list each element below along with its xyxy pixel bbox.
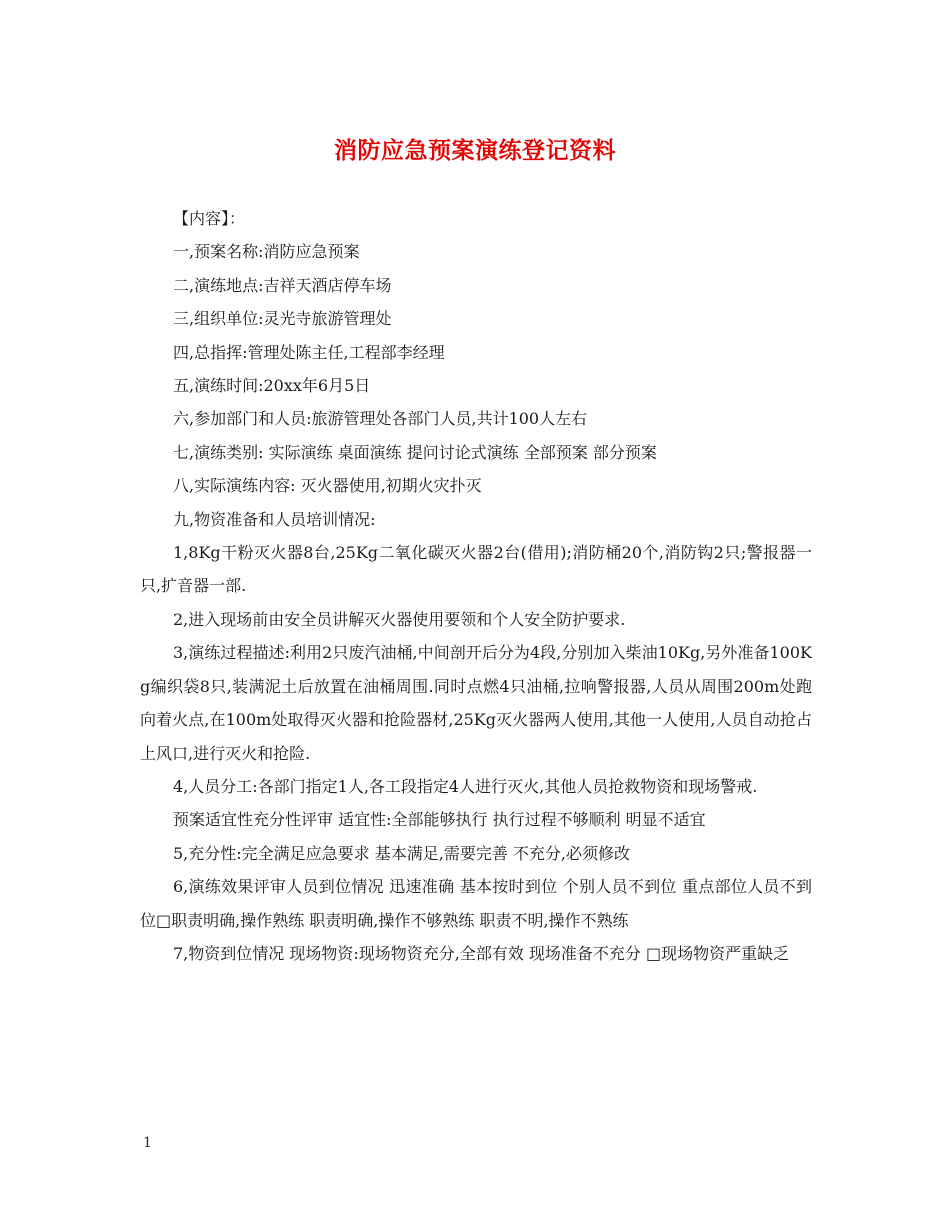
item-participants: 六,参加部门和人员:旅游管理处各部门人员,共计100人左右: [173, 409, 588, 429]
sub-item-3-process: 3,演练过程描述:利用2只废汽油桶,中间剖开后分为4段,分别加入柴油10Kg,另外准备100Kg编织袋8只,装满泥土后放置在油桶周围.同时点燃4只油桶,拉响警报器,人员从周围200m处跑向着火点,在100m处取得灭火器和抢险器材,25Kg灭火器两人使用,其他一人使用,人员自动抢占上风口,进行灭火和抢险.: [140, 643, 812, 763]
content-heading: 【内容】：: [173, 209, 246, 228]
item-drill-location: 二,演练地点:吉祥天酒店停车场: [173, 275, 392, 295]
item-drill-type: 七,演练类别: 实际演练 桌面演练 提问讨论式演练 全部预案 部分预案: [173, 442, 657, 462]
document-title: 消防应急预案演练登记资料: [334, 138, 616, 164]
sub-item-1-materials: 1,8Kg干粉灭火器8台,25Kg二氧化碳灭火器2台(借用);消防桶20个,消防钩2只;警报器一只,扩音器一部.: [140, 543, 812, 596]
sub-item-2-briefing: 2,进入现场前由安全员讲解灭火器使用要领和个人安全防护要求.: [173, 609, 626, 629]
item-drill-time: 五,演练时间:20xx年6月5日: [173, 376, 371, 396]
sub-item-5-sufficiency: 5,充分性:完全满足应急要求 基本满足,需要完善 不充分,必须修改: [173, 843, 631, 863]
item-commander: 四,总指挥:管理处陈主任,工程部李经理: [173, 342, 445, 362]
sub-item-4-division: 4,人员分工:各部门指定1人,各工段指定4人进行灭火,其他人员抢救物资和现场警戒.: [173, 776, 758, 796]
item-organizer: 三,组织单位:灵光寺旅游管理处: [173, 309, 392, 329]
sub-item-7-materials-status: 7,物资到位情况 现场物资:现场物资充分,全部有效 现场准备不充分 □现场物资严重缺乏: [173, 943, 790, 963]
plan-review: 预案适宜性充分性评审 适宜性:全部能够执行 执行过程不够顺利 明显不适宜: [173, 810, 706, 830]
item-drill-content: 八,实际演练内容: 灭火器使用,初期火灾扑灭: [173, 476, 482, 496]
item-preparation: 九,物资准备和人员培训情况:: [173, 509, 376, 529]
page-number: 1: [143, 1135, 152, 1151]
sub-item-6-effect-review: 6,演练效果评审人员到位情况 迅速准确 基本按时到位 个别人员不到位 重点部位人员不到位□职责明确,操作熟练 职责明确,操作不够熟练 职责不明,操作不熟练: [140, 877, 812, 930]
item-plan-name: 一,预案名称:消防应急预案: [173, 242, 360, 262]
document-body: [140, 202, 812, 970]
